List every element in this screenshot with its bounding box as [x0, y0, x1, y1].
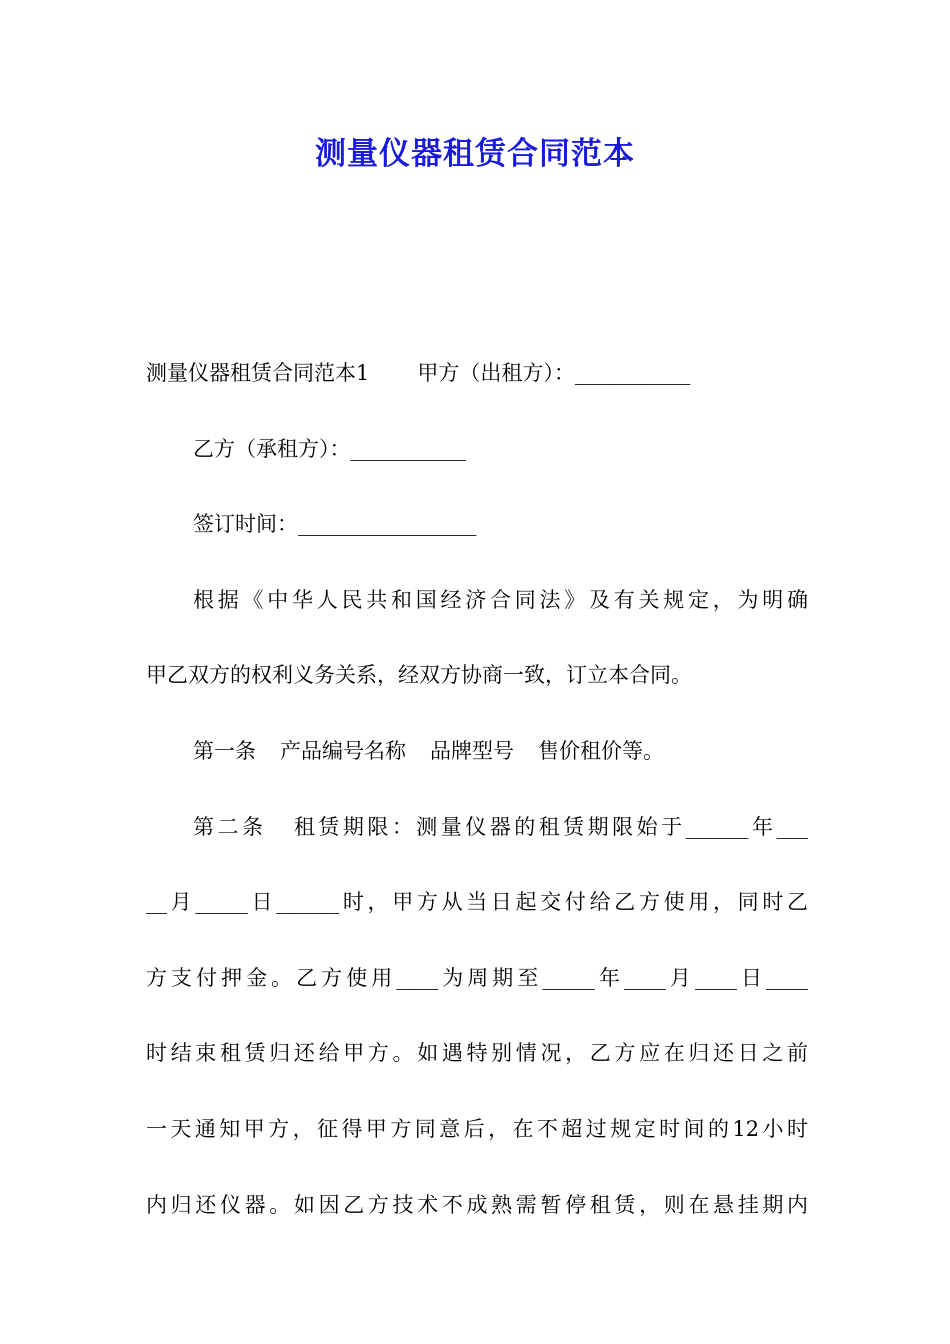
- paragraph-line: 甲乙双方的权利义务关系，经双方协商一致，订立本合同。: [146, 663, 692, 688]
- paragraph-line: 根据《中华人民共和国经济合同法》及有关规定，为明确: [193, 587, 808, 612]
- article-1-number: 第一条: [193, 738, 256, 763]
- article-2-line: 方支付押金。乙方使用____为周期至_____年____月____日____: [146, 965, 808, 990]
- article-1-item: 售价租价等。: [538, 738, 664, 763]
- document-body: [146, 336, 808, 1243]
- article-2-line: __月_____日______时，甲方从当日起交付给乙方使用，同时乙: [146, 890, 808, 915]
- party-b-field: 乙方（承租方）：___________: [193, 436, 466, 461]
- article-1: [146, 714, 808, 790]
- header-line: [146, 336, 808, 412]
- article-1-item: 产品编号名称: [280, 738, 406, 763]
- article-2-line: 一天通知甲方，征得甲方同意后，在不超过规定时间的12小时: [146, 1116, 808, 1141]
- signing-date-field: 签订时间：_________________: [193, 512, 477, 537]
- article-2-line: 内归还仪器。如因乙方技术不成熟需暂停租赁，则在悬挂期内: [146, 1192, 808, 1217]
- article-1-item: 品牌型号: [430, 738, 514, 763]
- party-a-field: 甲方（出租方）：___________: [417, 361, 691, 385]
- document-title: 测量仪器租赁合同范本: [315, 136, 635, 172]
- article-2-line: [146, 790, 808, 866]
- article-2-text: 租赁期限：测量仪器的租赁期限始于______年___: [290, 814, 809, 839]
- contract-subtitle: 测量仪器租赁合同范本1: [146, 361, 370, 385]
- article-2-line: 时结束租赁归还给甲方。如遇特别情况，乙方应在归还日之前: [146, 1041, 808, 1066]
- article-2-number: 第二条: [193, 814, 267, 839]
